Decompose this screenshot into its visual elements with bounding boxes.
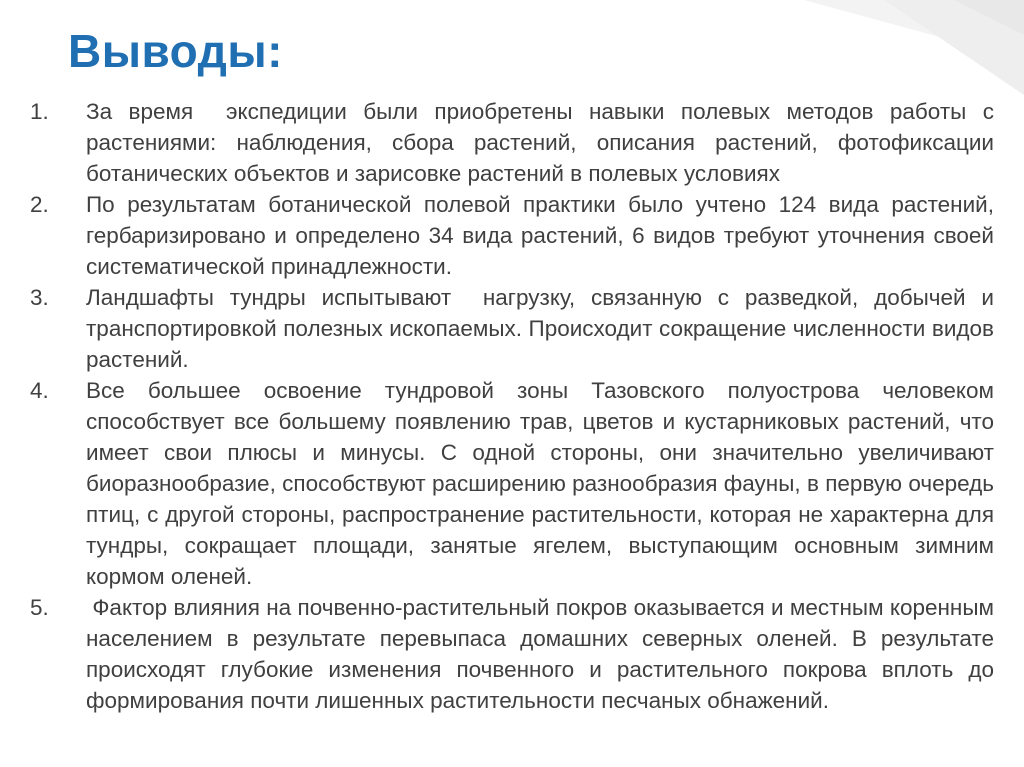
conclusion-text: За время экспедиции были приобретены навыки полевых методов работы с растениями: наблюдения, сбора растений, описания растений, фотофиксации ботанических объектов и зарисовке растений в полевых условиях — [86, 99, 1001, 186]
conclusion-number: 1. — [30, 99, 49, 124]
conclusion-number: 2. — [30, 192, 49, 217]
conclusion-text: По результатам ботанической полевой практики было учтено 124 вида растений, гербаризировано и определено 34 вида растений, 6 видов требуют уточнения своей систематической принадлежности. — [86, 192, 1001, 279]
conclusion-item-5 — [30, 592, 1001, 716]
conclusion-item-1 — [30, 96, 1001, 189]
conclusion-number: 4. — [30, 378, 49, 403]
conclusion-number: 5. — [30, 595, 49, 620]
corner-decoration — [764, 0, 1024, 110]
conclusion-item-3 — [30, 282, 1001, 375]
conclusion-text: Фактор влияния на почвенно-растительный покров оказывается и местным коренным населением в результате перевыпаса домашних северных оленей. В результате происходят глубокие изменения почвенного и растительного покрова вплоть до формирования почти лишенных растительности песчаных обнажений. — [86, 595, 1001, 713]
slide-title: Выводы: — [68, 25, 283, 77]
conclusion-number: 3. — [30, 285, 49, 310]
conclusions-list — [30, 96, 1001, 716]
conclusion-text: Все большее освоение тундровой зоны Тазовского полуострова человеком способствует все большему появлению трав, цветов и кустарниковых растений, что имеет свои плюсы и минусы. С одной стороны, они значительно увеличивают биоразнообразие, способствуют расширению разнообразия фауны, в первую очередь птиц, с другой стороны, распространение растительности, которая не характерна для тундры, сокращает площади, занятые ягелем, выступающим основным зимним кормом оленей. — [86, 378, 1001, 589]
conclusion-item-4 — [30, 375, 1001, 592]
conclusion-item-2 — [30, 189, 1001, 282]
conclusion-text: Ландшафты тундры испытывают нагрузку, связанную с разведкой, добычей и транспортировкой полезных ископаемых. Происходит сокращение численности видов растений. — [86, 285, 1001, 372]
